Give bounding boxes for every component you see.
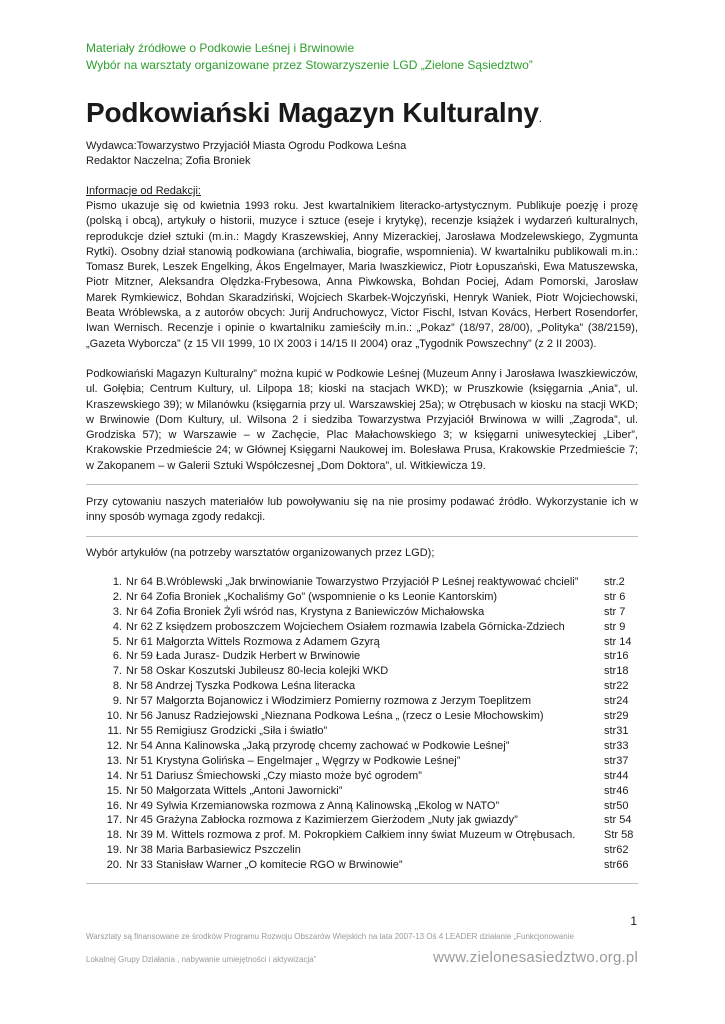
editorial-paragraph-1: Pismo ukazuje się od kwietnia 1993 roku. Jest kwartalnikiem literacko-artystycznym. Publikuje poezję i prozę (polską i obcą), artykuły o historii, muzyce i sztuce (eseje i krytykę), recenzje książek i wydarzeń kulturalnych, reprodukcje dzieł sztuki (m.in.: Magdy Kraszewskiej, Anny Mizerackiej, Jarosława Modzelewskiego, Zygmunta Rytki). Osobny dział stanowią podkowiana (archiwalia, biografie, wspomnienia). W kwartalniku publikowali m.in.: Tomasz Burek, Leszek Engelking, Ákos Engelmayer, Maria Iwaszkiewicz, Piotr Łopuszański, Ewa Matuszewska, Piotr Mitzner, Aleksandra Olędzka-Frybesowa, Anna Piwkowska, Bohdan Pociej, Adam Pomorski, Jarosław Marek Rymkiewicz, Bohdan Skaradziński, Wojciech Skarbek-Wojczyński, Henryk Waniek, Piotr Wojciechowski, Beata Wróblewska, a z autorów obcych: Jurij Andruchowycz, Victor Fischl, Istvan Kovács, Herbert Rosendorfer, Iwan Wernisch. Recenzje i opinie o kwartalniku zamieściły m.in.: „Pokaz” (18/97, 28/00), „Polityka” (38/2159), „Gazeta Wyborcza” (z 15 VII 1999, 10 IX 2003 i 14/15 II 2004) oraz „Tygodnik Powszechny” (z 2 II 2003). [86,200,638,350]
article-page-ref: str 7 [604,605,626,618]
editorial-heading: Informacje od Redakcji: [86,185,201,197]
article-title: Nr 59 Łada Jurasz- Dudzik Herbert w Brwinowie [126,650,361,663]
article-number: 12. [106,739,122,752]
article-page-ref: str 6 [604,590,626,603]
article-number: 1. [112,575,122,588]
article-list-item [86,679,638,694]
article-list-item [86,858,638,873]
publisher-line: Wydawca:Towarzystwo Przyjaciół Miasta Ogrodu Podkowa Leśna [86,140,407,152]
editorial-paragraph-2: Podkowiański Magazyn Kulturalny” można kupić w Podkowie Leśnej (Muzeum Anny i Jarosława Iwaszkiewiczów, ul. Gołębia; Centrum Kultury, ul. Lilpopa 18; kioski na stacjach WKD); w Pruszkowie (księgarnia „Ania”, ul. Kraszewskiego 39); w Milanówku (księgarnia przy ul. Warszawskiej 25a); w Otrębusach w kiosku na stacji WKD; w Brwinowie (Dom Kultury, ul. Wilsona 2 i siedziba Towarzystwa Przyjaciół Brwinowa w willi „Zagroda”, ul. Grodziska 57); w Warszawie – w Zachęcie, Plac Małachowskiego 3; w księgarni uniwesyteckiej „Liber”, Krakowskie Przedmieście 24; w Głównej Księgarni Naukowej im. Bolesława Prusa, Krakowskie Przedmieście 7; w Zakopanem – w Galerii Sztuki Współczesnej „Dom Doktora”, ul. Witkiewicza 19. [86,367,638,472]
article-page-ref: str29 [604,710,629,723]
title-dot: . [538,111,542,125]
article-number: 4. [112,620,122,633]
article-list-item [86,843,638,858]
article-title: Nr 64 Zofia Broniek Żyli wśród nas, Krystyna z Baniewiczów Michałowska [126,605,485,618]
article-number: 14. [106,769,122,782]
article-title: Nr 51 Krystyna Golińska – Engelmajer „ Węgrzy w Podkowie Leśnej” [126,754,461,767]
article-title: Nr 64 B.Wróblewski „Jak brwinowianie Towarzystwo Przyjaciół P Leśnej reaktywować chcieli” [126,575,579,588]
article-number: 17. [106,814,122,827]
article-number: 2. [112,590,122,603]
article-page-ref: Str 58 [604,829,634,842]
article-number: 20. [106,859,122,872]
article-page-ref: str 54 [604,814,632,827]
article-title: Nr 49 Sylwia Krzemianowska rozmowa z Anną Kalinowską „Ekolog w NATO” [126,799,500,812]
article-title: Nr 64 Zofia Broniek „Kochaliśmy Go” (wspomnienie o ks Leonie Kantorskim) [126,590,498,603]
article-number: 16. [106,799,122,812]
page-number: 1 [630,914,637,928]
toc-heading: Wybór artykułów (na potrzeby warsztatów organizowanych przez LGD); [86,546,435,559]
editor-line: Redaktor Naczelna; Zofia Broniek [86,155,251,167]
divider [86,883,638,884]
article-page-ref: str31 [604,725,629,737]
article-list [86,575,638,873]
article-page-ref: str 14 [604,635,632,648]
article-title: Nr 54 Anna Kalinowska „Jaką przyrodę chcemy zachować w Podkowie Leśnej” [126,739,510,752]
article-title: Nr 61 Małgorzta Wittels Rozmowa z Adamem Gzyrą [126,635,380,648]
citation-notice: Przy cytowaniu naszych materiałów lub powoływaniu się na nie prosimy podawać źródło. Wykorzystanie ich w inny sposób wymaga zgody redakcji. [86,496,638,524]
article-number: 18. [106,829,122,842]
article-title: Nr 50 Małgorzata Wittels „Antoni Jawornicki” [126,784,343,797]
article-title: Nr 38 Maria Barbasiewicz Pszczelin [126,844,301,857]
article-title: Nr 45 Grażyna Zabłocka rozmowa z Kazimierzem Gierżodem „Nuty jak gwiazdy” [126,814,518,827]
article-page-ref: str16 [604,650,629,663]
article-title: Nr 33 Stanisław Warner „O komitecie RGO w Brwinowie” [126,859,403,872]
article-list-item [86,649,638,664]
footer [86,931,638,966]
article-number: 3. [112,605,122,618]
document-title [86,96,638,135]
article-title: Nr 57 Małgorzta Bojanowicz i Włodzimierz Pomierny rozmowa z Jerzym Toeplitzem [126,695,532,708]
article-list-item [86,754,638,769]
article-list-item [86,769,638,784]
article-list-item [86,590,638,605]
article-page-ref: str44 [604,769,629,782]
article-title: Nr 39 M. Wittels rozmowa z prof. M. Pokropkiem Całkiem inny świat Muzeum w Otrębusach. [126,829,576,842]
article-page-ref: str50 [604,799,629,812]
article-number: 13. [106,754,122,767]
article-number: 9. [112,695,122,708]
header-line-2: Wybór na warsztaty organizowane przez Stowarzyszenie LGD „Zielone Sąsiedztwo” [86,58,533,72]
article-page-ref: str66 [604,859,629,872]
article-title: Nr 62 Z księdzem proboszczem Wojciechem Osiałem rozmawia Izabela Górnicka-Zdziech [126,620,565,633]
document-page [86,40,638,884]
article-list-item [86,784,638,799]
article-page-ref: str33 [604,739,629,752]
article-page-ref: str46 [604,784,629,797]
footer-funding-line-1: Warsztaty są finansowane ze środków Programu Rozwoju Obszarów Wiejskich na lata 2007-13 Oś 4 LEADER działanie „Funkcjonowanie [86,932,574,941]
article-list-item [86,724,638,739]
article-list-item [86,620,638,635]
article-page-ref: str 9 [604,620,626,633]
footer-funding-line-2: Lokalnej Grupy Działania , nabywanie umiejętności i aktywizacja” [86,955,317,964]
article-list-item [86,575,638,590]
article-page-ref: str24 [604,695,629,708]
article-title: Nr 56 Janusz Radziejowski „Nieznana Podkowa Leśna „ (rzecz o Lesie Młochowskim) [126,710,544,723]
article-title: Nr 58 Andrzej Tyszka Podkowa Leśna literacka [126,680,356,693]
article-title: Nr 55 Remigiusz Grodzicki „Siła i światło” [126,725,328,737]
article-number: 11. [107,725,122,737]
article-number: 19. [106,844,122,857]
article-page-ref: str.2 [604,575,625,588]
article-number: 8. [112,680,122,693]
article-list-item [86,694,638,709]
article-page-ref: str37 [604,754,629,767]
article-list-item [86,605,638,620]
article-page-ref: str22 [604,680,629,693]
article-page-ref: str62 [604,844,629,857]
article-number: 15. [106,784,122,797]
article-list-item [86,813,638,828]
article-number: 7. [112,665,122,678]
footer-website-link[interactable]: www.zielonesasiedztwo.org.pl [433,949,638,966]
article-title: Nr 58 Oskar Koszutski Jubileusz 80-lecia kolejki WKD [126,665,389,678]
article-list-item [86,739,638,754]
article-number: 10. [106,710,122,723]
article-list-item [86,664,638,679]
article-list-item [86,799,638,814]
article-list-item [86,709,638,724]
article-list-item [86,828,638,843]
article-page-ref: str18 [604,665,629,678]
header-line-1: Materiały źródłowe o Podkowie Leśnej i Brwinowie [86,41,355,55]
article-list-item [86,635,638,650]
title-text: Podkowiański Magazyn Kulturalny [86,97,539,128]
article-number: 6. [112,650,122,663]
article-title: Nr 51 Dariusz Śmiechowski „Czy miasto może być ogrodem” [126,769,422,782]
article-number: 5. [112,635,122,648]
